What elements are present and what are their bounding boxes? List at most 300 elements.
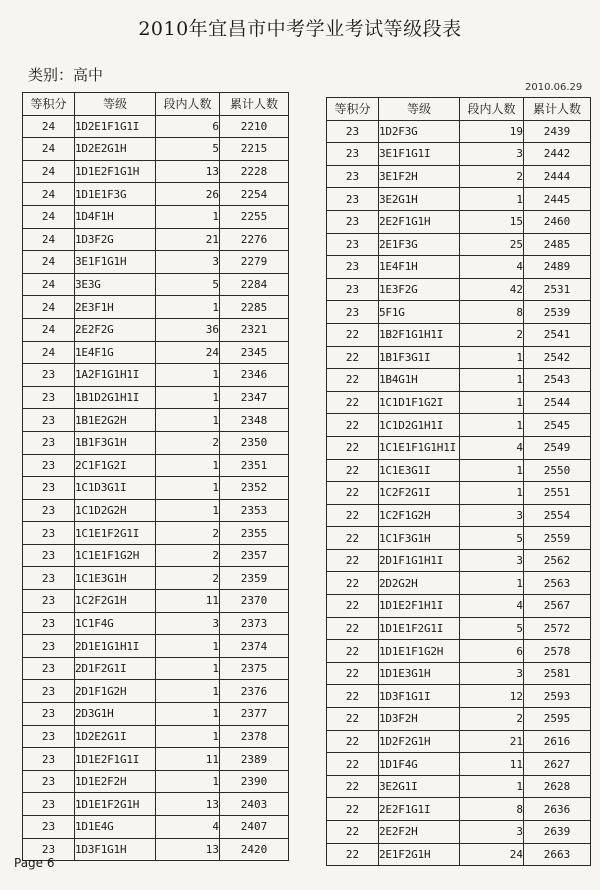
- table-row: [327, 753, 591, 776]
- cell-score: 22: [327, 414, 379, 437]
- table-row: [23, 296, 289, 319]
- table-row: [327, 708, 591, 731]
- table-body-right: [327, 120, 591, 866]
- header-count: 段内人数: [156, 93, 220, 116]
- cell-score: 23: [23, 635, 75, 658]
- cell-cumulative: 2407: [220, 816, 289, 839]
- header-cumulative: 累计人数: [524, 98, 591, 121]
- table-row: [23, 793, 289, 816]
- table-row: [327, 323, 591, 346]
- table-body-left: [23, 115, 289, 861]
- cell-count: 13: [156, 160, 220, 183]
- table-row: [23, 590, 289, 613]
- cell-count: 2: [460, 708, 524, 731]
- cell-score: 24: [23, 341, 75, 364]
- cell-cumulative: 2460: [524, 210, 591, 233]
- cell-level: 2E2F2H: [379, 821, 460, 844]
- cell-score: 22: [327, 753, 379, 776]
- cell-score: 23: [23, 770, 75, 793]
- cell-cumulative: 2215: [220, 138, 289, 161]
- cell-count: 5: [460, 617, 524, 640]
- cell-level: 1B1E2G2H: [75, 409, 156, 432]
- cell-level: 2D1F1G1H1I: [379, 549, 460, 572]
- cell-level: 2D1E1G1H1I: [75, 635, 156, 658]
- cell-score: 22: [327, 798, 379, 821]
- cell-count: 36: [156, 318, 220, 341]
- cell-level: 1D1E3G1H: [379, 662, 460, 685]
- cell-count: 11: [156, 748, 220, 771]
- cell-cumulative: 2539: [524, 301, 591, 324]
- cell-level: 2E1F2G1H: [379, 843, 460, 866]
- cell-level: 2D1F1G2H: [75, 680, 156, 703]
- cell-score: 22: [327, 346, 379, 369]
- cell-cumulative: 2279: [220, 251, 289, 274]
- cell-level: 1C2F1G2H: [379, 504, 460, 527]
- table-row: [327, 369, 591, 392]
- cell-count: 5: [460, 527, 524, 550]
- cell-score: 22: [327, 527, 379, 550]
- cell-score: 23: [327, 301, 379, 324]
- table-row: [327, 640, 591, 663]
- cell-cumulative: 2550: [524, 459, 591, 482]
- cell-count: 5: [156, 273, 220, 296]
- table-row: [23, 160, 289, 183]
- cell-level: 1B1F3G1I: [379, 346, 460, 369]
- cell-level: 1C1E3G1H: [75, 567, 156, 590]
- cell-level: 1D3F2H: [379, 708, 460, 731]
- table-row: [327, 775, 591, 798]
- table-row: [23, 318, 289, 341]
- cell-score: 22: [327, 821, 379, 844]
- cell-score: 23: [23, 364, 75, 387]
- cell-score: 23: [23, 680, 75, 703]
- table-row: [23, 386, 289, 409]
- cell-cumulative: 2403: [220, 793, 289, 816]
- cell-cumulative: 2254: [220, 183, 289, 206]
- cell-level: 2E3F1H: [75, 296, 156, 319]
- cell-level: 1C1D1F1G2I: [379, 391, 460, 414]
- cell-count: 13: [156, 838, 220, 861]
- cell-count: 1: [156, 635, 220, 658]
- table-header-row: [327, 98, 591, 121]
- cell-score: 24: [23, 318, 75, 341]
- cell-score: 22: [327, 617, 379, 640]
- table-row: [23, 703, 289, 726]
- cell-level: 1D1E1F2G1I: [379, 617, 460, 640]
- cell-count: 8: [460, 798, 524, 821]
- cell-count: 1: [460, 369, 524, 392]
- cell-cumulative: 2370: [220, 590, 289, 613]
- cell-level: 1B4G1H: [379, 369, 460, 392]
- cell-count: 3: [460, 662, 524, 685]
- cell-score: 22: [327, 843, 379, 866]
- table-row: [23, 454, 289, 477]
- cell-count: 2: [156, 431, 220, 454]
- cell-cumulative: 2578: [524, 640, 591, 663]
- cell-cumulative: 2352: [220, 477, 289, 500]
- cell-level: 1C1E1F2G1I: [75, 522, 156, 545]
- cell-score: 24: [23, 228, 75, 251]
- table-row: [327, 843, 591, 866]
- cell-level: 1D3F1G1I: [379, 685, 460, 708]
- cell-level: 1A2F1G1H1I: [75, 364, 156, 387]
- cell-level: 2E2F1G1H: [379, 210, 460, 233]
- cell-level: 1D1E2F2H: [75, 770, 156, 793]
- cell-score: 22: [327, 595, 379, 618]
- header-cumulative: 累计人数: [220, 93, 289, 116]
- cell-cumulative: 2378: [220, 725, 289, 748]
- cell-score: 24: [23, 183, 75, 206]
- cell-count: 3: [156, 612, 220, 635]
- cell-cumulative: 2567: [524, 595, 591, 618]
- cell-level: 1C1F3G1H: [379, 527, 460, 550]
- cell-level: 2D3G1H: [75, 703, 156, 726]
- cell-level: 1C1D3G1I: [75, 477, 156, 500]
- cell-cumulative: 2439: [524, 120, 591, 143]
- table-row: [23, 748, 289, 771]
- header-count: 段内人数: [460, 98, 524, 121]
- cell-level: 1D1E2F1G1H: [75, 160, 156, 183]
- cell-level: 1B1F3G1H: [75, 431, 156, 454]
- cell-level: 1C1F4G: [75, 612, 156, 635]
- table-row: [327, 391, 591, 414]
- cell-score: 23: [23, 477, 75, 500]
- table-row: [23, 341, 289, 364]
- cell-count: 1: [460, 391, 524, 414]
- cell-cumulative: 2628: [524, 775, 591, 798]
- table-row: [327, 256, 591, 279]
- cell-count: 3: [460, 143, 524, 166]
- table-row: [327, 414, 591, 437]
- cell-level: 3E2G1H: [379, 188, 460, 211]
- table-row: [23, 228, 289, 251]
- cell-score: 22: [327, 572, 379, 595]
- table-row: [327, 188, 591, 211]
- cell-score: 23: [23, 612, 75, 635]
- cell-level: 2D1F2G1I: [75, 657, 156, 680]
- cell-score: 23: [23, 703, 75, 726]
- cell-count: 24: [156, 341, 220, 364]
- cell-count: 5: [156, 138, 220, 161]
- table-row: [327, 436, 591, 459]
- cell-count: 2: [460, 165, 524, 188]
- cell-score: 22: [327, 640, 379, 663]
- cell-count: 1: [156, 770, 220, 793]
- cell-level: 1E3F2G: [379, 278, 460, 301]
- table-row: [23, 251, 289, 274]
- cell-cumulative: 2347: [220, 386, 289, 409]
- cell-count: 1: [156, 205, 220, 228]
- cell-count: 42: [460, 278, 524, 301]
- cell-cumulative: 2390: [220, 770, 289, 793]
- cell-score: 22: [327, 323, 379, 346]
- cell-cumulative: 2543: [524, 369, 591, 392]
- cell-count: 3: [460, 504, 524, 527]
- header-level: 等级: [75, 93, 156, 116]
- cell-count: 26: [156, 183, 220, 206]
- cell-score: 22: [327, 775, 379, 798]
- cell-cumulative: 2541: [524, 323, 591, 346]
- table-row: [327, 730, 591, 753]
- cell-cumulative: 2563: [524, 572, 591, 595]
- cell-score: 23: [327, 188, 379, 211]
- cell-level: 1D1E1F2G1H: [75, 793, 156, 816]
- cell-cumulative: 2276: [220, 228, 289, 251]
- cell-level: 1D2E2G1H: [75, 138, 156, 161]
- table-row: [23, 522, 289, 545]
- cell-score: 24: [23, 296, 75, 319]
- cell-score: 22: [327, 504, 379, 527]
- cell-level: 2D2G2H: [379, 572, 460, 595]
- header-score: 等积分: [327, 98, 379, 121]
- cell-score: 22: [327, 685, 379, 708]
- table-row: [327, 278, 591, 301]
- cell-cumulative: 2321: [220, 318, 289, 341]
- cell-score: 22: [327, 436, 379, 459]
- cell-cumulative: 2285: [220, 296, 289, 319]
- cell-cumulative: 2572: [524, 617, 591, 640]
- cell-score: 22: [327, 482, 379, 505]
- cell-level: 1C2F2G1H: [75, 590, 156, 613]
- table-row: [23, 364, 289, 387]
- cell-score: 23: [23, 386, 75, 409]
- category-label: 类别：高中: [28, 66, 104, 84]
- table-row: [23, 567, 289, 590]
- table-row: [327, 233, 591, 256]
- table-row: [327, 572, 591, 595]
- cell-score: 24: [23, 273, 75, 296]
- cell-level: 1C1E1F1G2H: [75, 544, 156, 567]
- cell-level: 1D3F1G1H: [75, 838, 156, 861]
- cell-count: 12: [460, 685, 524, 708]
- table-row: [23, 612, 289, 635]
- cell-level: 1B2F1G1H1I: [379, 323, 460, 346]
- cell-count: 21: [460, 730, 524, 753]
- cell-level: 3E1F1G1H: [75, 251, 156, 274]
- cell-count: 1: [460, 572, 524, 595]
- cell-cumulative: 2595: [524, 708, 591, 731]
- cell-cumulative: 2375: [220, 657, 289, 680]
- cell-score: 23: [327, 233, 379, 256]
- cell-count: 19: [460, 120, 524, 143]
- cell-level: 1D2F2G1H: [379, 730, 460, 753]
- table-row: [327, 459, 591, 482]
- table-row: [23, 770, 289, 793]
- cell-cumulative: 2581: [524, 662, 591, 685]
- cell-cumulative: 2531: [524, 278, 591, 301]
- cell-count: 1: [156, 657, 220, 680]
- cell-score: 22: [327, 549, 379, 572]
- page-number: Page 6: [14, 856, 55, 870]
- cell-count: 2: [460, 323, 524, 346]
- table-row: [23, 138, 289, 161]
- cell-cumulative: 2228: [220, 160, 289, 183]
- cell-cumulative: 2593: [524, 685, 591, 708]
- cell-score: 23: [23, 748, 75, 771]
- cell-count: 8: [460, 301, 524, 324]
- table-row: [327, 165, 591, 188]
- table-row: [327, 143, 591, 166]
- cell-level: 2C1F1G2I: [75, 454, 156, 477]
- cell-level: 1E4F1H: [379, 256, 460, 279]
- cell-cumulative: 2376: [220, 680, 289, 703]
- table-row: [327, 549, 591, 572]
- cell-score: 23: [23, 793, 75, 816]
- cell-cumulative: 2353: [220, 499, 289, 522]
- cell-count: 6: [460, 640, 524, 663]
- table-row: [327, 301, 591, 324]
- cell-count: 1: [156, 477, 220, 500]
- cell-score: 23: [23, 431, 75, 454]
- cell-cumulative: 2442: [524, 143, 591, 166]
- table-row: [23, 273, 289, 296]
- cell-level: 1C2F2G1I: [379, 482, 460, 505]
- cell-count: 15: [460, 210, 524, 233]
- table-row: [327, 210, 591, 233]
- cell-count: 2: [156, 522, 220, 545]
- cell-count: 25: [460, 233, 524, 256]
- cell-count: 13: [156, 793, 220, 816]
- table-row: [23, 431, 289, 454]
- cell-score: 22: [327, 459, 379, 482]
- cell-level: 1D1F4G: [379, 753, 460, 776]
- table-row: [23, 205, 289, 228]
- cell-count: 1: [460, 188, 524, 211]
- cell-count: 3: [460, 549, 524, 572]
- cell-cumulative: 2549: [524, 436, 591, 459]
- table-row: [23, 680, 289, 703]
- cell-score: 23: [23, 544, 75, 567]
- cell-cumulative: 2350: [220, 431, 289, 454]
- cell-cumulative: 2255: [220, 205, 289, 228]
- cell-score: 22: [327, 730, 379, 753]
- cell-cumulative: 2346: [220, 364, 289, 387]
- cell-level: 1C1D2G1H1I: [379, 414, 460, 437]
- cell-cumulative: 2359: [220, 567, 289, 590]
- table-row: [23, 816, 289, 839]
- cell-count: 1: [460, 482, 524, 505]
- cell-cumulative: 2554: [524, 504, 591, 527]
- cell-level: 1E4F1G: [75, 341, 156, 364]
- cell-cumulative: 2489: [524, 256, 591, 279]
- cell-cumulative: 2351: [220, 454, 289, 477]
- cell-cumulative: 2485: [524, 233, 591, 256]
- cell-level: 1D1E1F3G: [75, 183, 156, 206]
- cell-count: 1: [460, 459, 524, 482]
- cell-cumulative: 2663: [524, 843, 591, 866]
- table-row: [327, 798, 591, 821]
- table-row: [23, 477, 289, 500]
- table-row: [327, 821, 591, 844]
- table-row: [327, 662, 591, 685]
- table-row: [23, 409, 289, 432]
- cell-count: 24: [460, 843, 524, 866]
- cell-level: 1C1D2G2H: [75, 499, 156, 522]
- cell-count: 3: [156, 251, 220, 274]
- cell-cumulative: 2373: [220, 612, 289, 635]
- cell-cumulative: 2542: [524, 346, 591, 369]
- table-row: [327, 617, 591, 640]
- cell-score: 23: [23, 838, 75, 861]
- cell-score: 23: [23, 454, 75, 477]
- cell-level: 1B1D2G1H1I: [75, 386, 156, 409]
- cell-level: 1D1E2F1G1I: [75, 748, 156, 771]
- cell-cumulative: 2374: [220, 635, 289, 658]
- cell-score: 23: [23, 567, 75, 590]
- cell-count: 2: [156, 567, 220, 590]
- cell-count: 1: [156, 703, 220, 726]
- cell-score: 23: [23, 499, 75, 522]
- table-row: [23, 499, 289, 522]
- cell-level: 2E2F1G1I: [379, 798, 460, 821]
- cell-cumulative: 2420: [220, 838, 289, 861]
- cell-level: 1D1E2F1H1I: [379, 595, 460, 618]
- cell-level: 3E3G: [75, 273, 156, 296]
- cell-level: 3E2G1I: [379, 775, 460, 798]
- cell-level: 1C1E3G1I: [379, 459, 460, 482]
- cell-count: 1: [460, 346, 524, 369]
- cell-score: 23: [23, 522, 75, 545]
- cell-cumulative: 2444: [524, 165, 591, 188]
- cell-score: 23: [23, 409, 75, 432]
- cell-count: 1: [156, 296, 220, 319]
- cell-level: 1D1E1F1G2H: [379, 640, 460, 663]
- cell-cumulative: 2562: [524, 549, 591, 572]
- cell-count: 1: [460, 414, 524, 437]
- cell-score: 23: [327, 278, 379, 301]
- cell-cumulative: 2284: [220, 273, 289, 296]
- cell-count: 1: [156, 364, 220, 387]
- cell-score: 22: [327, 369, 379, 392]
- date-label: 2010.06.29: [525, 82, 583, 93]
- cell-cumulative: 2355: [220, 522, 289, 545]
- cell-count: 1: [156, 499, 220, 522]
- cell-cumulative: 2357: [220, 544, 289, 567]
- cell-cumulative: 2389: [220, 748, 289, 771]
- cell-cumulative: 2636: [524, 798, 591, 821]
- table-row: [327, 482, 591, 505]
- table-row: [23, 544, 289, 567]
- cell-cumulative: 2616: [524, 730, 591, 753]
- cell-count: 4: [460, 436, 524, 459]
- cell-cumulative: 2639: [524, 821, 591, 844]
- table-row: [23, 657, 289, 680]
- table-row: [23, 838, 289, 861]
- table-row: [23, 183, 289, 206]
- cell-count: 1: [156, 409, 220, 432]
- cell-count: 11: [156, 590, 220, 613]
- cell-score: 24: [23, 115, 75, 138]
- table-row: [327, 346, 591, 369]
- cell-level: 1C1E1F1G1H1I: [379, 436, 460, 459]
- cell-score: 23: [327, 256, 379, 279]
- cell-count: 4: [460, 595, 524, 618]
- cell-count: 11: [460, 753, 524, 776]
- cell-score: 22: [327, 391, 379, 414]
- table-row: [327, 527, 591, 550]
- cell-count: 4: [460, 256, 524, 279]
- table-row: [23, 725, 289, 748]
- cell-level: 2E2F2G: [75, 318, 156, 341]
- grade-table-right: [326, 97, 591, 866]
- header-level: 等级: [379, 98, 460, 121]
- cell-score: 23: [23, 590, 75, 613]
- cell-count: 3: [460, 821, 524, 844]
- cell-cumulative: 2559: [524, 527, 591, 550]
- cell-level: 1D3F2G: [75, 228, 156, 251]
- cell-count: 1: [156, 725, 220, 748]
- cell-level: 1D4F1H: [75, 205, 156, 228]
